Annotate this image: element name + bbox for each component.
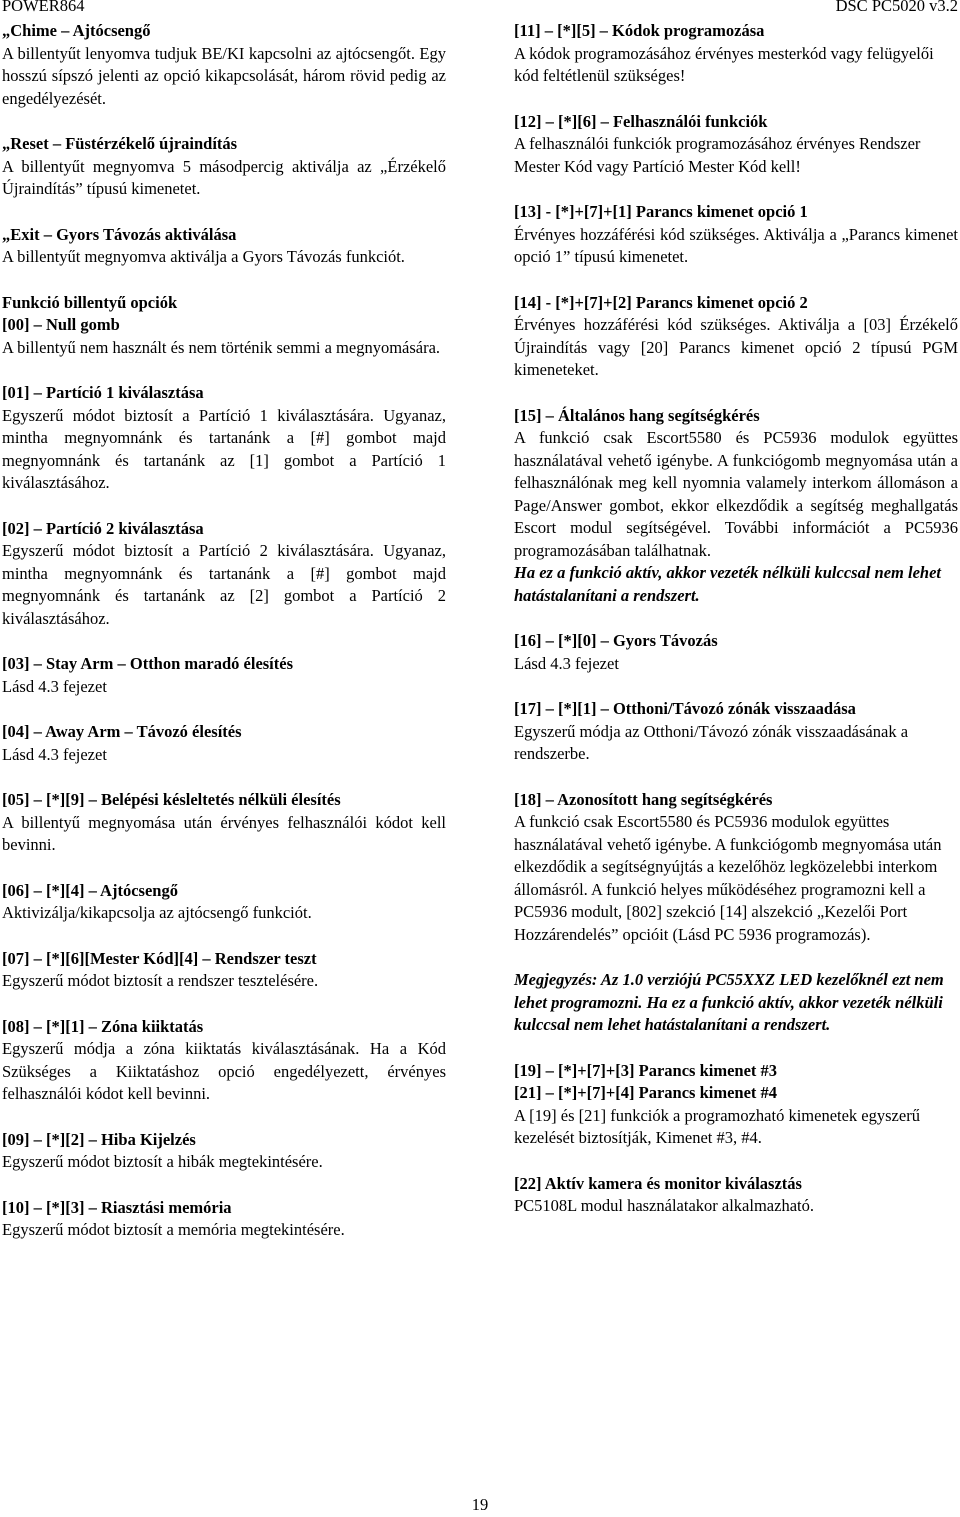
section-body: Lásd 4.3 fejezet <box>2 676 107 696</box>
section-body: Egyszerű módot biztosít a Partíció 2 kiválasztására. Ugyanaz, mintha megnyomnánk és tartanánk a [#] gombot majd megnyomnánk és tartanánk az [2] gombot a Partíció 2 kiválasztásához. <box>2 541 446 628</box>
section-exit <box>2 224 446 269</box>
section-function-key-options <box>2 292 446 360</box>
section-06 <box>2 880 446 925</box>
section-19-21 <box>514 1060 958 1150</box>
section-body: A billentyűt megnyomva 5 másodpercig aktiválja az „Érzékelő Újraindítás” típusú kimenetet. <box>2 156 446 198</box>
section-title: [22] Aktív kamera és monitor kiválasztás <box>514 1173 802 1193</box>
section-12 <box>514 111 958 179</box>
section-title: [14] - [*]+[7]+[2] Parancs kimenet opció 2 <box>514 292 808 312</box>
section-title: [08] – [*][1] – Zóna kiiktatás <box>2 1016 204 1036</box>
section-body: A funkció csak Escort5580 és PC5936 modulok együttes használatával vehető igénybe. A funkciógomb megnyomása után a felhasználónak meg kell nyomnia valamely interkom állomáson a Page/Answer gombot, ekkor elkezdődik a segítség meghallgatás Escort modul segítségével. További információt a PC5936 programozásában találhatnak. <box>514 428 958 560</box>
section-title: [13] - [*]+[7]+[1] Parancs kimenet opció 1 <box>514 202 808 221</box>
section-body: Lásd 4.3 fejezet <box>2 744 107 764</box>
section-11 <box>514 20 958 88</box>
section-title: [17] – [*][1] – Otthoni/Távozó zónák visszaadása <box>514 699 856 718</box>
section-title: [09] – [*][2] – Hiba Kijelzés <box>2 1129 196 1149</box>
section-title: „Chime – Ajtócsengő <box>2 21 151 40</box>
section-22 <box>514 1173 958 1218</box>
section-title: [05] – [*][9] – Belépési késleltetés nélküli élesítés <box>2 790 341 809</box>
section-18 <box>514 789 958 947</box>
section-title: [03] – Stay Arm – Otthon maradó élesítés <box>2 654 294 673</box>
section-01 <box>2 382 446 495</box>
section-title: „Reset – Füstérzékelő újraindítás <box>2 134 238 153</box>
section-body: A billentyűt megnyomva aktiválja a Gyors Távozás funkciót. <box>2 247 405 266</box>
section-title: „Exit – Gyors Távozás aktiválása <box>2 224 237 244</box>
section-title: [01] – Partíció 1 kiválasztása <box>2 383 204 402</box>
section-title: [16] – [*][0] – Gyors Távozás <box>514 631 718 650</box>
section-body: Egyszerű módja a zóna kiiktatás kiválasztásának. Ha a Kód Szükséges a Kiiktatáshoz opció engedélyezett, érvényes felhasználói kódot kell bevinni. <box>2 1039 446 1103</box>
section-17 <box>514 698 958 766</box>
section-title: [15] – Általános hang segítségkérés <box>514 405 760 425</box>
section-body: Egyszerű módot biztosít a memória megtekintésére. <box>2 1220 345 1239</box>
section-15 <box>514 405 958 608</box>
section-title: [04] – Away Arm – Távozó élesítés <box>2 722 242 741</box>
section-14 <box>514 292 958 382</box>
section-reset <box>2 133 446 201</box>
section-note <box>514 969 958 1037</box>
section-08 <box>2 1016 446 1106</box>
section-body: PC5108L modul használatakor alkalmazható. <box>514 1196 814 1215</box>
section-body: A billentyűt lenyomva tudjuk BE/KI kapcsolni az ajtócsengőt. Egy hosszú sípszó jelenti az opció kikapcsolását, három rövid pedig az engedélyezését. <box>2 43 446 108</box>
section-title: [19] – [*]+[7]+[3] Parancs kimenet #3 <box>514 1060 778 1080</box>
section-body: Lásd 4.3 fejezet <box>514 653 619 673</box>
section-note: Ha ez a funkció aktív, akkor vezeték nélküli kulccsal nem lehet hatástalanítani a rendszert. <box>514 563 941 605</box>
section-title: [11] – [*][5] – Kódok programozása <box>514 21 765 40</box>
note-text: Megjegyzés: Az 1.0 verziójú PC55XXZ LED kezelőknél ezt nem lehet programozni. Ha ez a funkció aktív, akkor vezeték nélküli kulccsal nem lehet hatástalanítani a rendszert. <box>514 970 944 1034</box>
section-body: Egyszerű módot biztosít a hibák megtekintésére. <box>2 1152 323 1171</box>
section-title: [10] – [*][3] – Riasztási memória <box>2 1197 232 1217</box>
page-number: 19 <box>471 1495 489 1514</box>
section-body: Aktivizálja/kikapcsolja az ajtócsengő funkciót. <box>2 903 312 922</box>
section-09 <box>2 1129 446 1174</box>
section-13 <box>514 201 958 269</box>
section-title: [06] – [*][4] – Ajtócsengő <box>2 880 178 900</box>
section-03 <box>2 653 446 698</box>
section-05 <box>2 789 446 857</box>
section-body: A [19] és [21] funkciók a programozható kimenetek egyszerű kezelését biztosítják, Kimenet #3, #4. <box>514 1105 920 1147</box>
header-left: POWER864 <box>2 0 85 15</box>
section-title: [18] – Azonosított hang segítségkérés <box>514 789 773 809</box>
header-right: DSC PC5020 v3.2 <box>835 0 958 15</box>
section-07 <box>2 948 446 993</box>
section-body: A kódok programozásához érvényes mesterkód vagy felügyelői kód feltétlenül szükséges! <box>514 43 934 85</box>
section-subtitle: [21] – [*]+[7]+[4] Parancs kimenet #4 <box>514 1083 778 1102</box>
section-10 <box>2 1197 446 1242</box>
section-04 <box>2 721 446 766</box>
section-title: [02] – Partíció 2 kiválasztása <box>2 518 204 538</box>
right-column <box>514 20 958 1218</box>
section-body: Érvényes hozzáférési kód szükséges. Aktiválja a „Parancs kimenet opció 1” típusú kimenetet. <box>514 224 958 266</box>
section-title: [12] – [*][6] – Felhasználói funkciók <box>514 111 768 131</box>
section-02 <box>2 518 446 631</box>
section-body: A billentyű nem használt és nem történik semmi a megnyomására. <box>2 337 441 357</box>
section-body: A felhasználói funkciók programozásához érvényes Rendszer Mester Kód vagy Partíció Mester Kód kell! <box>514 134 921 176</box>
section-body: Egyszerű módot biztosít a rendszer tesztelésére. <box>2 971 319 990</box>
section-body: A funkció csak Escort5580 és PC5936 modulok együttes használatával vehető igénybe. A funkciógomb megnyomása után elkezdődik a segítségnyújtás a kezelőhöz legközelebbi interkom állomásról. A funkció helyes működéséhez programozni kell a PC5936 modult, [802] szekció [14] alszekció „Kezelői Port Hozzárendelés” opcióit (Lásd PC 5936 programozás). <box>514 812 942 944</box>
section-body: Egyszerű módja az Otthoni/Távozó zónák visszaadásának a rendszerbe. <box>514 721 909 763</box>
section-16 <box>514 630 958 675</box>
section-title: [07] – [*][6][Mester Kód][4] – Rendszer teszt <box>2 948 317 968</box>
section-chime <box>2 20 446 110</box>
section-body: A billentyű megnyomása után érvényes felhasználói kódot kell bevinni. <box>2 812 446 854</box>
section-subtitle: [00] – Null gomb <box>2 315 120 334</box>
section-body: Érvényes hozzáférési kód szükséges. Aktiválja a [03] Érzékelő Újraindítás vagy [20] Parancs kimenet opció 2 típusú PGM kimeneteket. <box>514 315 958 379</box>
section-title: Funkció billentyű opciók <box>2 292 178 312</box>
left-column <box>2 20 446 1242</box>
section-body: Egyszerű módot biztosít a Partíció 1 kiválasztására. Ugyanaz, mintha megnyomnánk és tartanánk a [#] gombot majd megnyomnánk és tartanánk az [1] gombot a Partíció 1 kiválasztásához. <box>2 405 446 492</box>
